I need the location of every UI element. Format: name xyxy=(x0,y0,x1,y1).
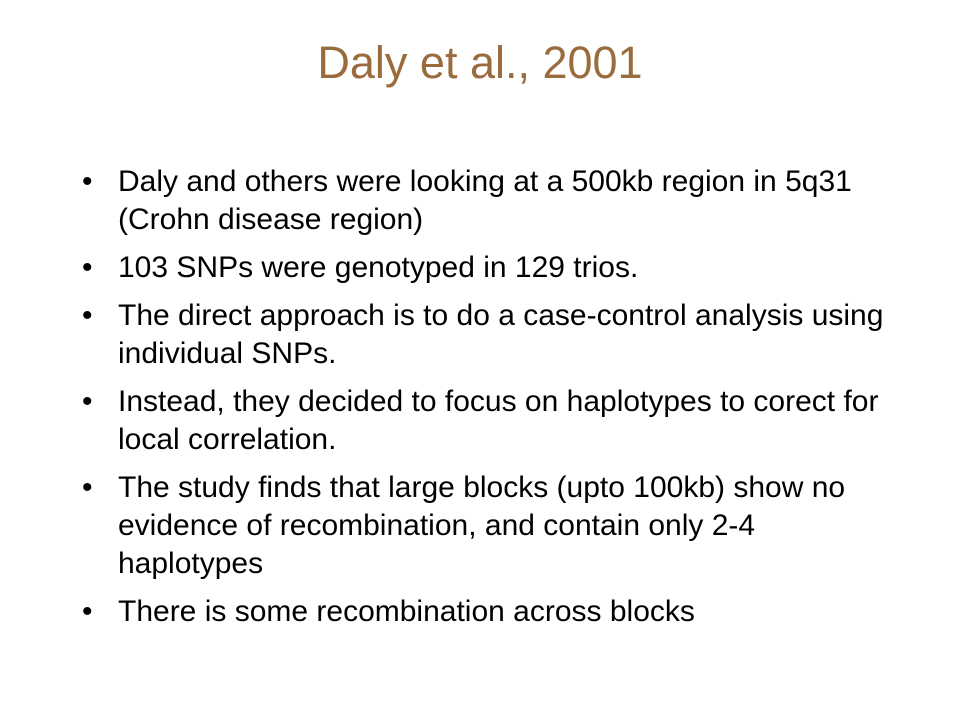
bullet-marker: • xyxy=(82,471,93,504)
bullet-item xyxy=(82,593,892,631)
bullet-text: The direct approach is to do a case-control analysis using individual SNPs. xyxy=(118,299,884,370)
bullet-marker: • xyxy=(82,251,93,284)
slide-title: Daly et al., 2001 xyxy=(317,37,643,88)
bullet-list xyxy=(82,163,892,641)
bullet-text: 103 SNPs were genotyped in 129 trios. xyxy=(118,251,639,284)
bullet-item xyxy=(82,249,892,287)
bullet-text: Instead, they decided to focus on haplotypes to corect for local correlation. xyxy=(118,385,879,456)
bullet-marker: • xyxy=(82,385,93,418)
bullet-marker: • xyxy=(82,165,93,198)
bullet-text: Daly and others were looking at a 500kb region in 5q31 (Crohn disease region) xyxy=(118,165,852,236)
bullet-item xyxy=(82,163,892,239)
bullet-text: The study finds that large blocks (upto 100kb) show no evidence of recombination, and contain only 2-4 haplotypes xyxy=(118,471,846,580)
bullet-marker: • xyxy=(82,595,93,628)
bullet-marker: • xyxy=(82,299,93,332)
bullet-item xyxy=(82,383,892,459)
bullet-item xyxy=(82,469,892,583)
bullet-text: There is some recombination across blocks xyxy=(118,595,695,628)
bullet-item xyxy=(82,297,892,373)
